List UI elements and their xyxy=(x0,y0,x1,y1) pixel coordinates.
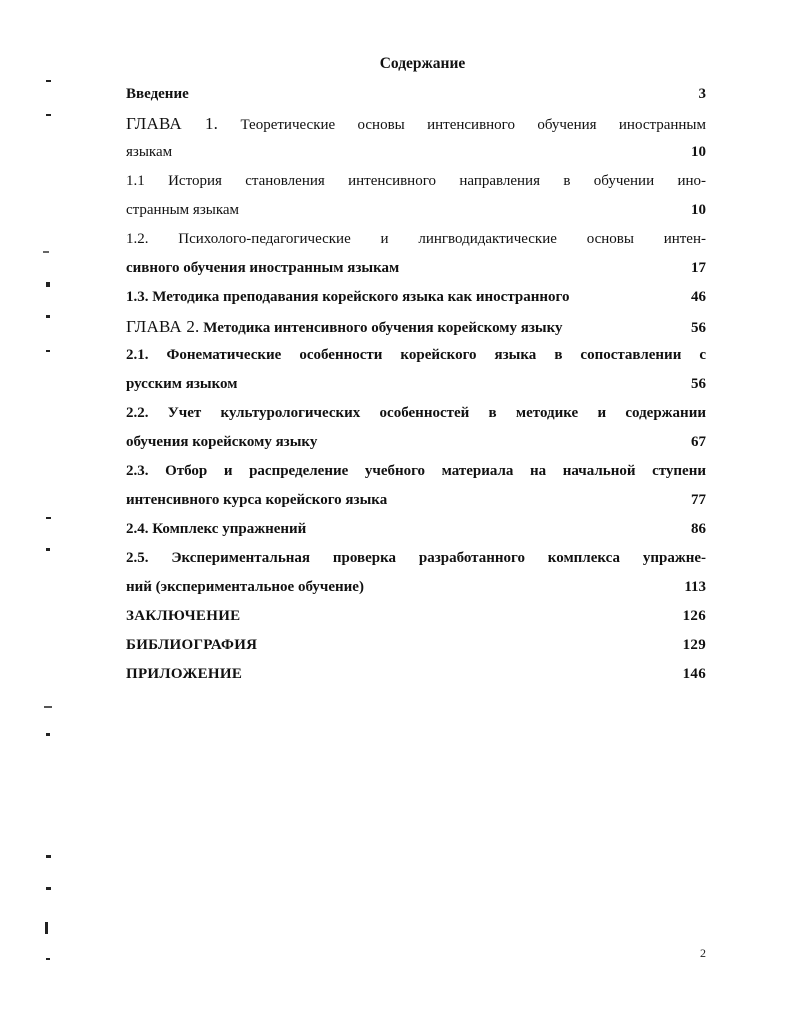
toc-entry-label-cont: странным языкам xyxy=(126,202,240,218)
toc-entry-label: 2.1. Фонематические особенности корейского языка в сопоставлении с xyxy=(126,347,706,363)
toc-entry-page: 146 xyxy=(682,666,706,682)
toc-entry-appendix xyxy=(126,660,706,689)
toc-entry-page: 56 xyxy=(691,376,706,392)
scan-mark xyxy=(46,517,51,519)
scan-mark xyxy=(46,315,50,318)
toc-entry-label: 2.3. Отбор и распределение учебного материала на начальной ступени xyxy=(126,463,706,479)
toc-entry-page: 113 xyxy=(684,579,706,595)
toc-entry-label-cont: сивного обучения иностранным языкам xyxy=(126,260,400,276)
toc-entry-label: 2.5. Экспериментальная проверка разработанного комплекса упражне- xyxy=(126,550,706,566)
toc-entry-page: 17 xyxy=(691,260,706,276)
toc-entry-label: 1.1 История становления интенсивного направления в обучении ино- xyxy=(126,173,706,189)
toc-entry-page: 3 xyxy=(698,86,706,102)
toc-entry-label: БИБЛИОГРАФИЯ xyxy=(126,637,258,653)
toc-entry-label-cont: интенсивного курса корейского языка xyxy=(126,492,388,508)
toc-entry-2-4 xyxy=(126,515,706,544)
scan-mark xyxy=(46,887,51,890)
toc-entry-label: 1.3. Методика преподавания корейского языка как иностранного xyxy=(126,289,570,305)
toc-entry-label: Методика интенсивного обучения корейскому языку xyxy=(203,320,563,336)
toc-entry-label-cont: ний (экспериментальное обучение) xyxy=(126,579,364,595)
toc-entry-label-cont: обучения корейскому языку xyxy=(126,434,318,450)
toc-entry-page: 126 xyxy=(682,608,706,624)
scan-mark xyxy=(46,958,50,960)
toc-entry-2-3 xyxy=(126,457,706,515)
toc-entry-label: 1.2. Психолого-педагогические и лингводидактические основы интен- xyxy=(126,231,706,247)
toc-entry-chapter-2 xyxy=(126,312,706,341)
toc-entry-page: 10 xyxy=(691,202,706,218)
toc-entry-1-1 xyxy=(126,167,706,225)
scan-mark xyxy=(46,350,50,352)
toc-entry-label: Введение xyxy=(126,86,189,102)
scan-mark xyxy=(43,251,49,253)
page-title: Содержание xyxy=(379,55,466,72)
toc-entry-page: 46 xyxy=(691,289,706,305)
toc-entry-2-2 xyxy=(126,399,706,457)
toc-chapter-prefix: ГЛАВА 2. xyxy=(126,317,200,336)
scan-mark xyxy=(44,706,52,708)
toc-entry-label: ЗАКЛЮЧЕНИЕ xyxy=(126,608,241,624)
scan-mark xyxy=(46,114,51,116)
toc-entry-page: 86 xyxy=(691,521,706,537)
toc-entry-label: ПРИЛОЖЕНИЕ xyxy=(126,666,243,682)
toc-entry-label: 2.2. Учет культурологических особенностей в методике и содержании xyxy=(126,405,706,421)
toc-entry-page: 67 xyxy=(691,434,706,450)
toc-entry-page: 77 xyxy=(691,492,706,508)
toc-entry-bibliography xyxy=(126,631,706,660)
page-number: 2 xyxy=(700,946,706,960)
toc-entry-label: Теоретические основы интенсивного обучения иностранным xyxy=(240,117,706,133)
table-of-contents xyxy=(126,80,706,689)
toc-entry-label: 2.4. Комплекс упражнений xyxy=(126,521,307,537)
toc-entry-2-1 xyxy=(126,341,706,399)
toc-entry-chapter-1 xyxy=(126,109,706,167)
toc-entry-2-5 xyxy=(126,544,706,602)
toc-entry-label-cont: языкам xyxy=(126,144,173,160)
toc-entry-conclusion xyxy=(126,602,706,631)
toc-entry-page: 56 xyxy=(691,320,706,336)
toc-entry-1-2 xyxy=(126,225,706,283)
toc-entry-page: 129 xyxy=(682,637,706,653)
toc-entry-1-3 xyxy=(126,283,706,312)
scan-mark xyxy=(46,733,50,736)
scan-mark xyxy=(46,548,50,551)
toc-entry-label-cont: русским языком xyxy=(126,376,238,392)
toc-entry-page: 10 xyxy=(691,144,706,160)
scan-mark xyxy=(45,922,48,934)
scan-mark xyxy=(46,855,51,858)
scan-mark xyxy=(46,282,50,287)
toc-entry-introduction xyxy=(126,80,706,109)
toc-chapter-prefix: ГЛАВА 1. xyxy=(126,114,219,133)
scan-mark xyxy=(46,80,51,82)
